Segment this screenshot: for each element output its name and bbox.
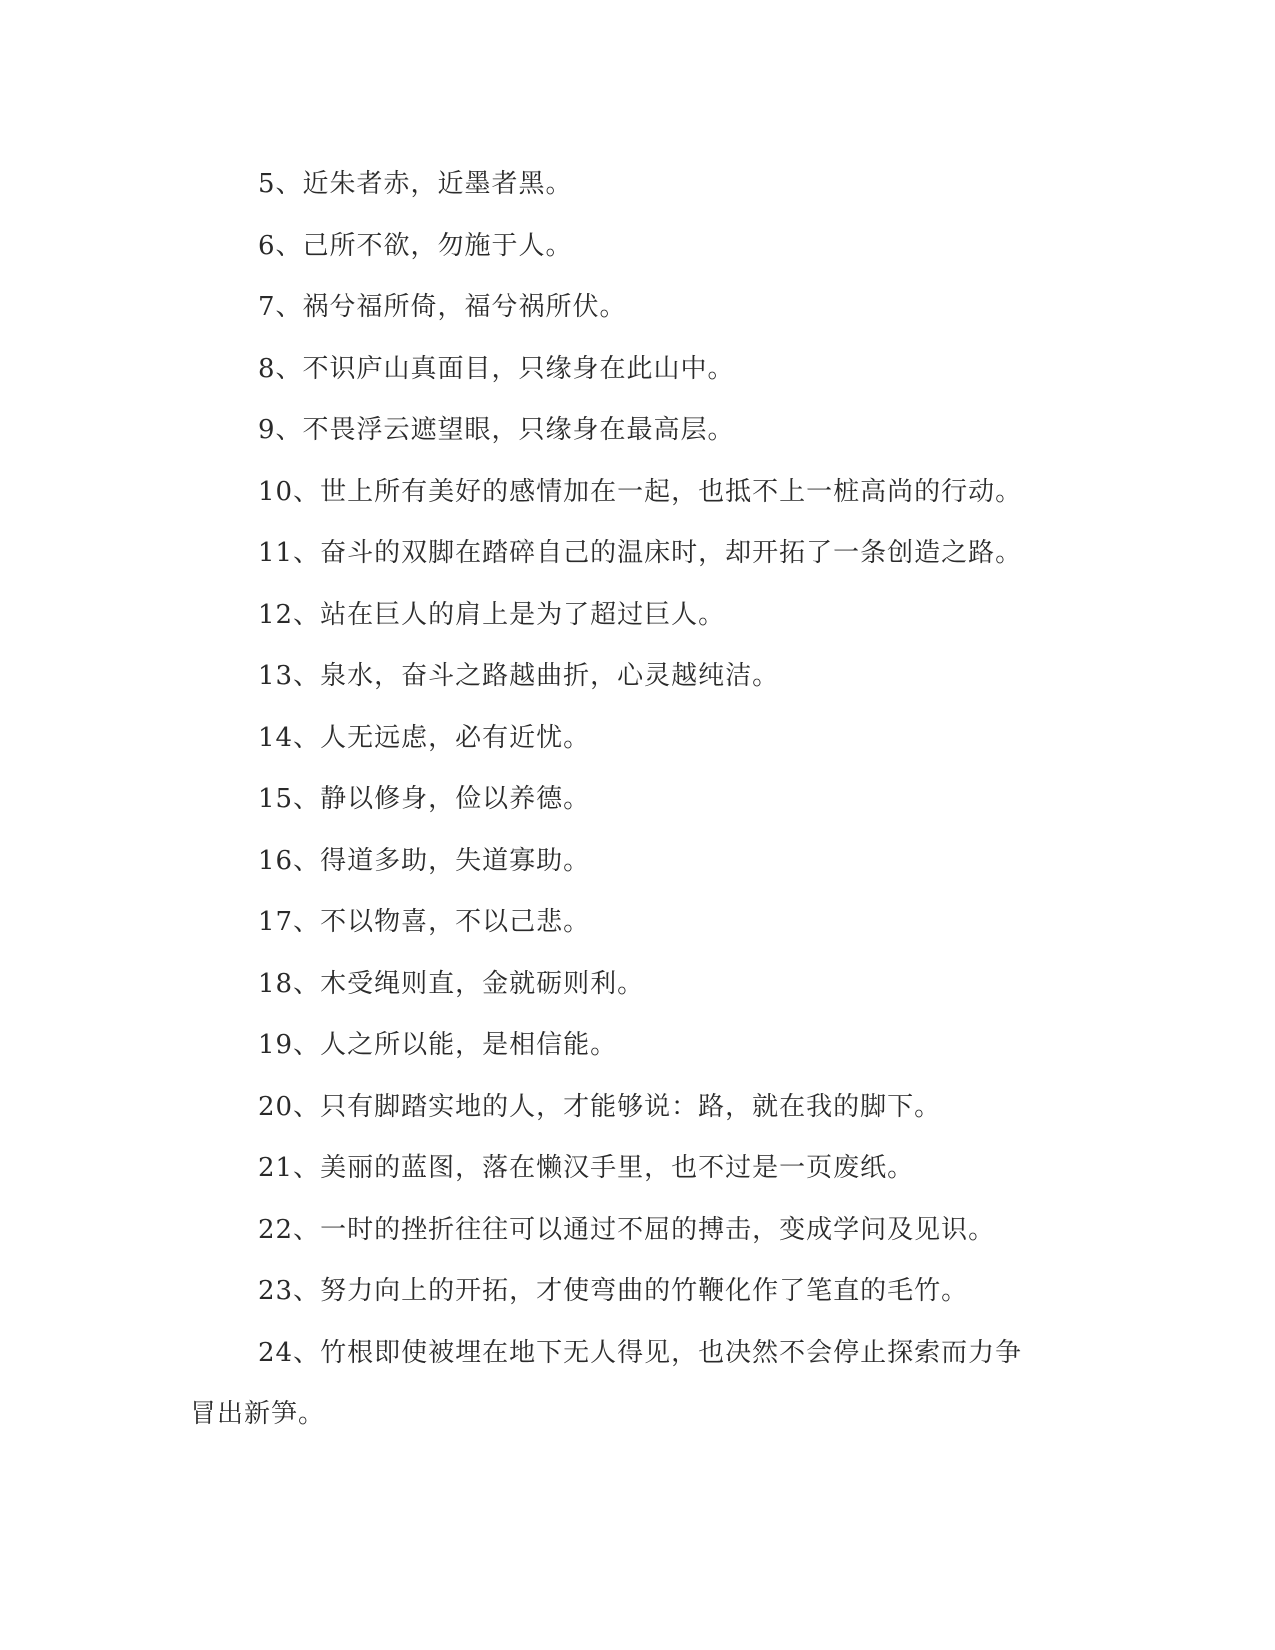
proverb-line-19: 19、人之所以能，是相信能。 — [258, 1030, 618, 1060]
proverb-line-11: 11、奋斗的双脚在踏碎自己的温床时，却开拓了一条创造之路。 — [258, 538, 1023, 568]
proverb-line-13: 13、泉水，奋斗之路越曲折，心灵越纯洁。 — [258, 661, 780, 691]
proverb-line-12: 12、站在巨人的肩上是为了超过巨人。 — [258, 599, 726, 630]
proverb-line-20: 20、只有脚踏实地的人，才能够说：路，就在我的脚下。 — [258, 1091, 942, 1122]
proverb-line-5: 5、近朱者赤，近墨者黑。 — [258, 169, 573, 199]
proverb-line-14: 14、人无远虑，必有近忧。 — [258, 722, 591, 753]
proverb-line-17: 17、不以物喜，不以己悲。 — [258, 907, 591, 937]
proverb-line-7: 7、祸兮福所倚，福兮祸所伏。 — [258, 292, 627, 322]
proverb-line-6: 6、己所不欲，勿施于人。 — [258, 230, 573, 261]
proverb-line-18: 18、木受绳则直，金就砺则利。 — [258, 968, 645, 999]
proverb-line-8: 8、不识庐山真面目，只缘身在此山中。 — [258, 353, 735, 384]
document-body — [190, 154, 1070, 1446]
proverb-line-15: 15、静以修身，俭以养德。 — [258, 784, 591, 814]
proverb-line-16: 16、得道多助，失道寡助。 — [258, 845, 591, 876]
proverb-line-23: 23、努力向上的开拓，才使弯曲的竹鞭化作了笔直的毛竹。 — [258, 1276, 969, 1306]
proverb-line-21: 21、美丽的蓝图，落在懒汉手里，也不过是一页废纸。 — [258, 1153, 915, 1183]
proverb-line-9: 9、不畏浮云遮望眼，只缘身在最高层。 — [258, 415, 735, 445]
proverb-line-10: 10、世上所有美好的感情加在一起，也抵不上一桩高尚的行动。 — [258, 476, 1023, 507]
proverb-line-22: 22、一时的挫折往往可以通过不屈的搏击，变成学问及见识。 — [258, 1214, 996, 1245]
proverb-line-24: 24、竹根即使被埋在地下无人得见，也决然不会停止探索而力争 — [258, 1337, 1023, 1368]
proverb-line-24-continuation: 冒出新笋。 — [190, 1399, 326, 1429]
